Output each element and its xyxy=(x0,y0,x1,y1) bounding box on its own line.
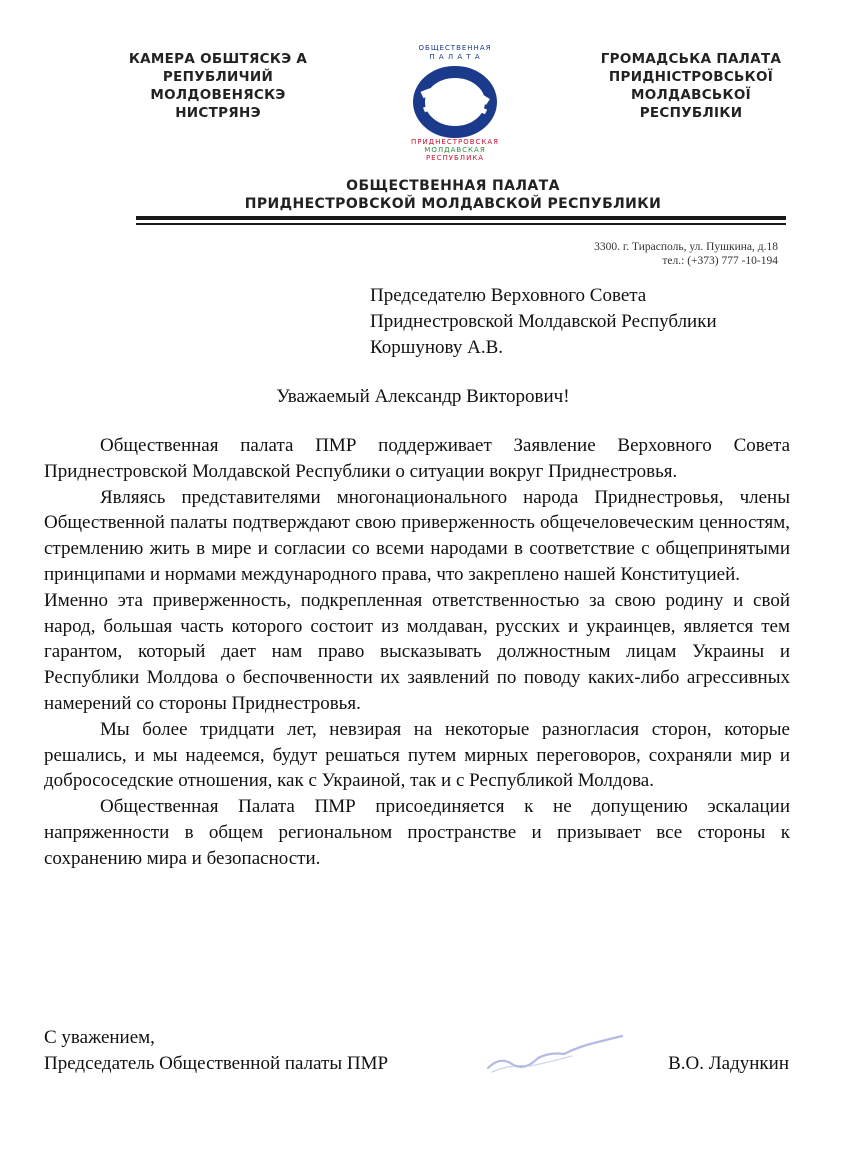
header-left-line: НИСТРЯНЭ xyxy=(175,105,261,121)
header-right-line: ГРОМАДСЬКА ПАЛАТА xyxy=(600,51,782,67)
address-line: 3300. г. Тирасполь, ул. Пушкина, д.18 xyxy=(594,241,778,253)
logo-top-line: П А Л А Т А xyxy=(429,53,481,61)
logo-emblem-icon xyxy=(410,62,500,142)
header-rule-thick xyxy=(136,216,786,220)
logo-bottom-line: РЕСПУБЛИКА xyxy=(425,154,485,162)
body-paragraph: Именно эта приверженность, подкрепленная ответственностью за свою родину и свой народ, большая часть которого состоит из молдаван, русских и украинцев, является тем гарантом, который дает нам право высказывать должностным лицам Украины и Республики Молдова о беспочвенности их заявлений по поводу каких-либо агрессивных намерений со стороны Приднестровья. xyxy=(44,589,790,714)
header-right-line: ПРИДНІСТРОВСЬКОЇ xyxy=(608,69,774,85)
handwritten-signature-icon xyxy=(480,1028,630,1078)
recipient-line: Коршунову А.В. xyxy=(370,337,503,358)
address-block xyxy=(594,240,778,268)
phone-line: тел.: (+373) 777 -10-194 xyxy=(662,255,778,267)
org-name-line: ПРИДНЕСТРОВСКОЙ МОЛДАВСКОЙ РЕСПУБЛИКИ xyxy=(244,196,662,212)
header-rule-thin xyxy=(136,223,786,225)
header-left-line: КАМЕРА ОБШТЯСКЭ А xyxy=(128,51,308,67)
logo-bottom-line: ПРИДНЕСТРОВСКАЯ xyxy=(410,138,500,146)
header-right-line: МОЛДАВСЬКОЇ xyxy=(631,87,751,103)
body-paragraph: Общественная Палата ПМР присоединяется к не допущению эскалации напряженности в общем региональном пространстве и призывает все стороны к сохранению мира и безопасности. xyxy=(44,796,790,869)
org-name-heading xyxy=(200,177,706,213)
signatory-title: Председатель Общественной палаты ПМР xyxy=(44,1053,389,1074)
recipient-line: Приднестровской Молдавской Республики xyxy=(370,311,717,332)
chamber-logo xyxy=(410,40,500,165)
header-right-line: РЕСПУБЛІКИ xyxy=(639,105,743,121)
logo-bottom-line: МОЛДАВСКАЯ xyxy=(424,146,486,154)
recipient-line: Председателю Верховного Совета xyxy=(370,285,647,306)
body-paragraph: Общественная палата ПМР поддерживает Заявление Верховного Совета Приднестровской Молдавской Республики о ситуации вокруг Приднестровья. xyxy=(44,435,790,482)
letter-body xyxy=(44,433,790,872)
logo-top-line: ОБЩЕСТВЕННАЯ xyxy=(418,44,492,52)
body-paragraph: Являясь представителями многонационального народа Приднестровья, члены Общественной палаты подтверждают свою приверженность общечеловеческим ценностям, стремлению жить в мире и согласии со всеми народами в соответствие с общепринятыми принципами и нормами международного права, что закреплено нашей Конституцией. xyxy=(44,486,790,585)
header-left-line: МОЛДОВЕНЯСКЭ xyxy=(150,87,286,103)
org-name-line: ОБЩЕСТВЕННАЯ ПАЛАТА xyxy=(346,178,560,194)
header-left-org-name xyxy=(118,50,318,122)
closing-phrase: С уважением, xyxy=(44,1027,155,1048)
signatory-name: В.О. Ладункин xyxy=(668,1053,789,1074)
salutation: Уважаемый Александр Викторович! xyxy=(276,386,570,407)
body-paragraph: Мы более тридцати лет, невзирая на некоторые разногласия сторон, которые решались, и мы надеемся, будут решаться путем мирных переговоров, сохраняли мир и добрососедские отношения, как с Украиной, так и с Республикой Молдова. xyxy=(44,718,790,792)
recipient-block xyxy=(370,283,717,361)
header-right-org-name xyxy=(591,50,791,122)
header-left-line: РЕПУБЛИЧИЙ xyxy=(162,69,274,85)
